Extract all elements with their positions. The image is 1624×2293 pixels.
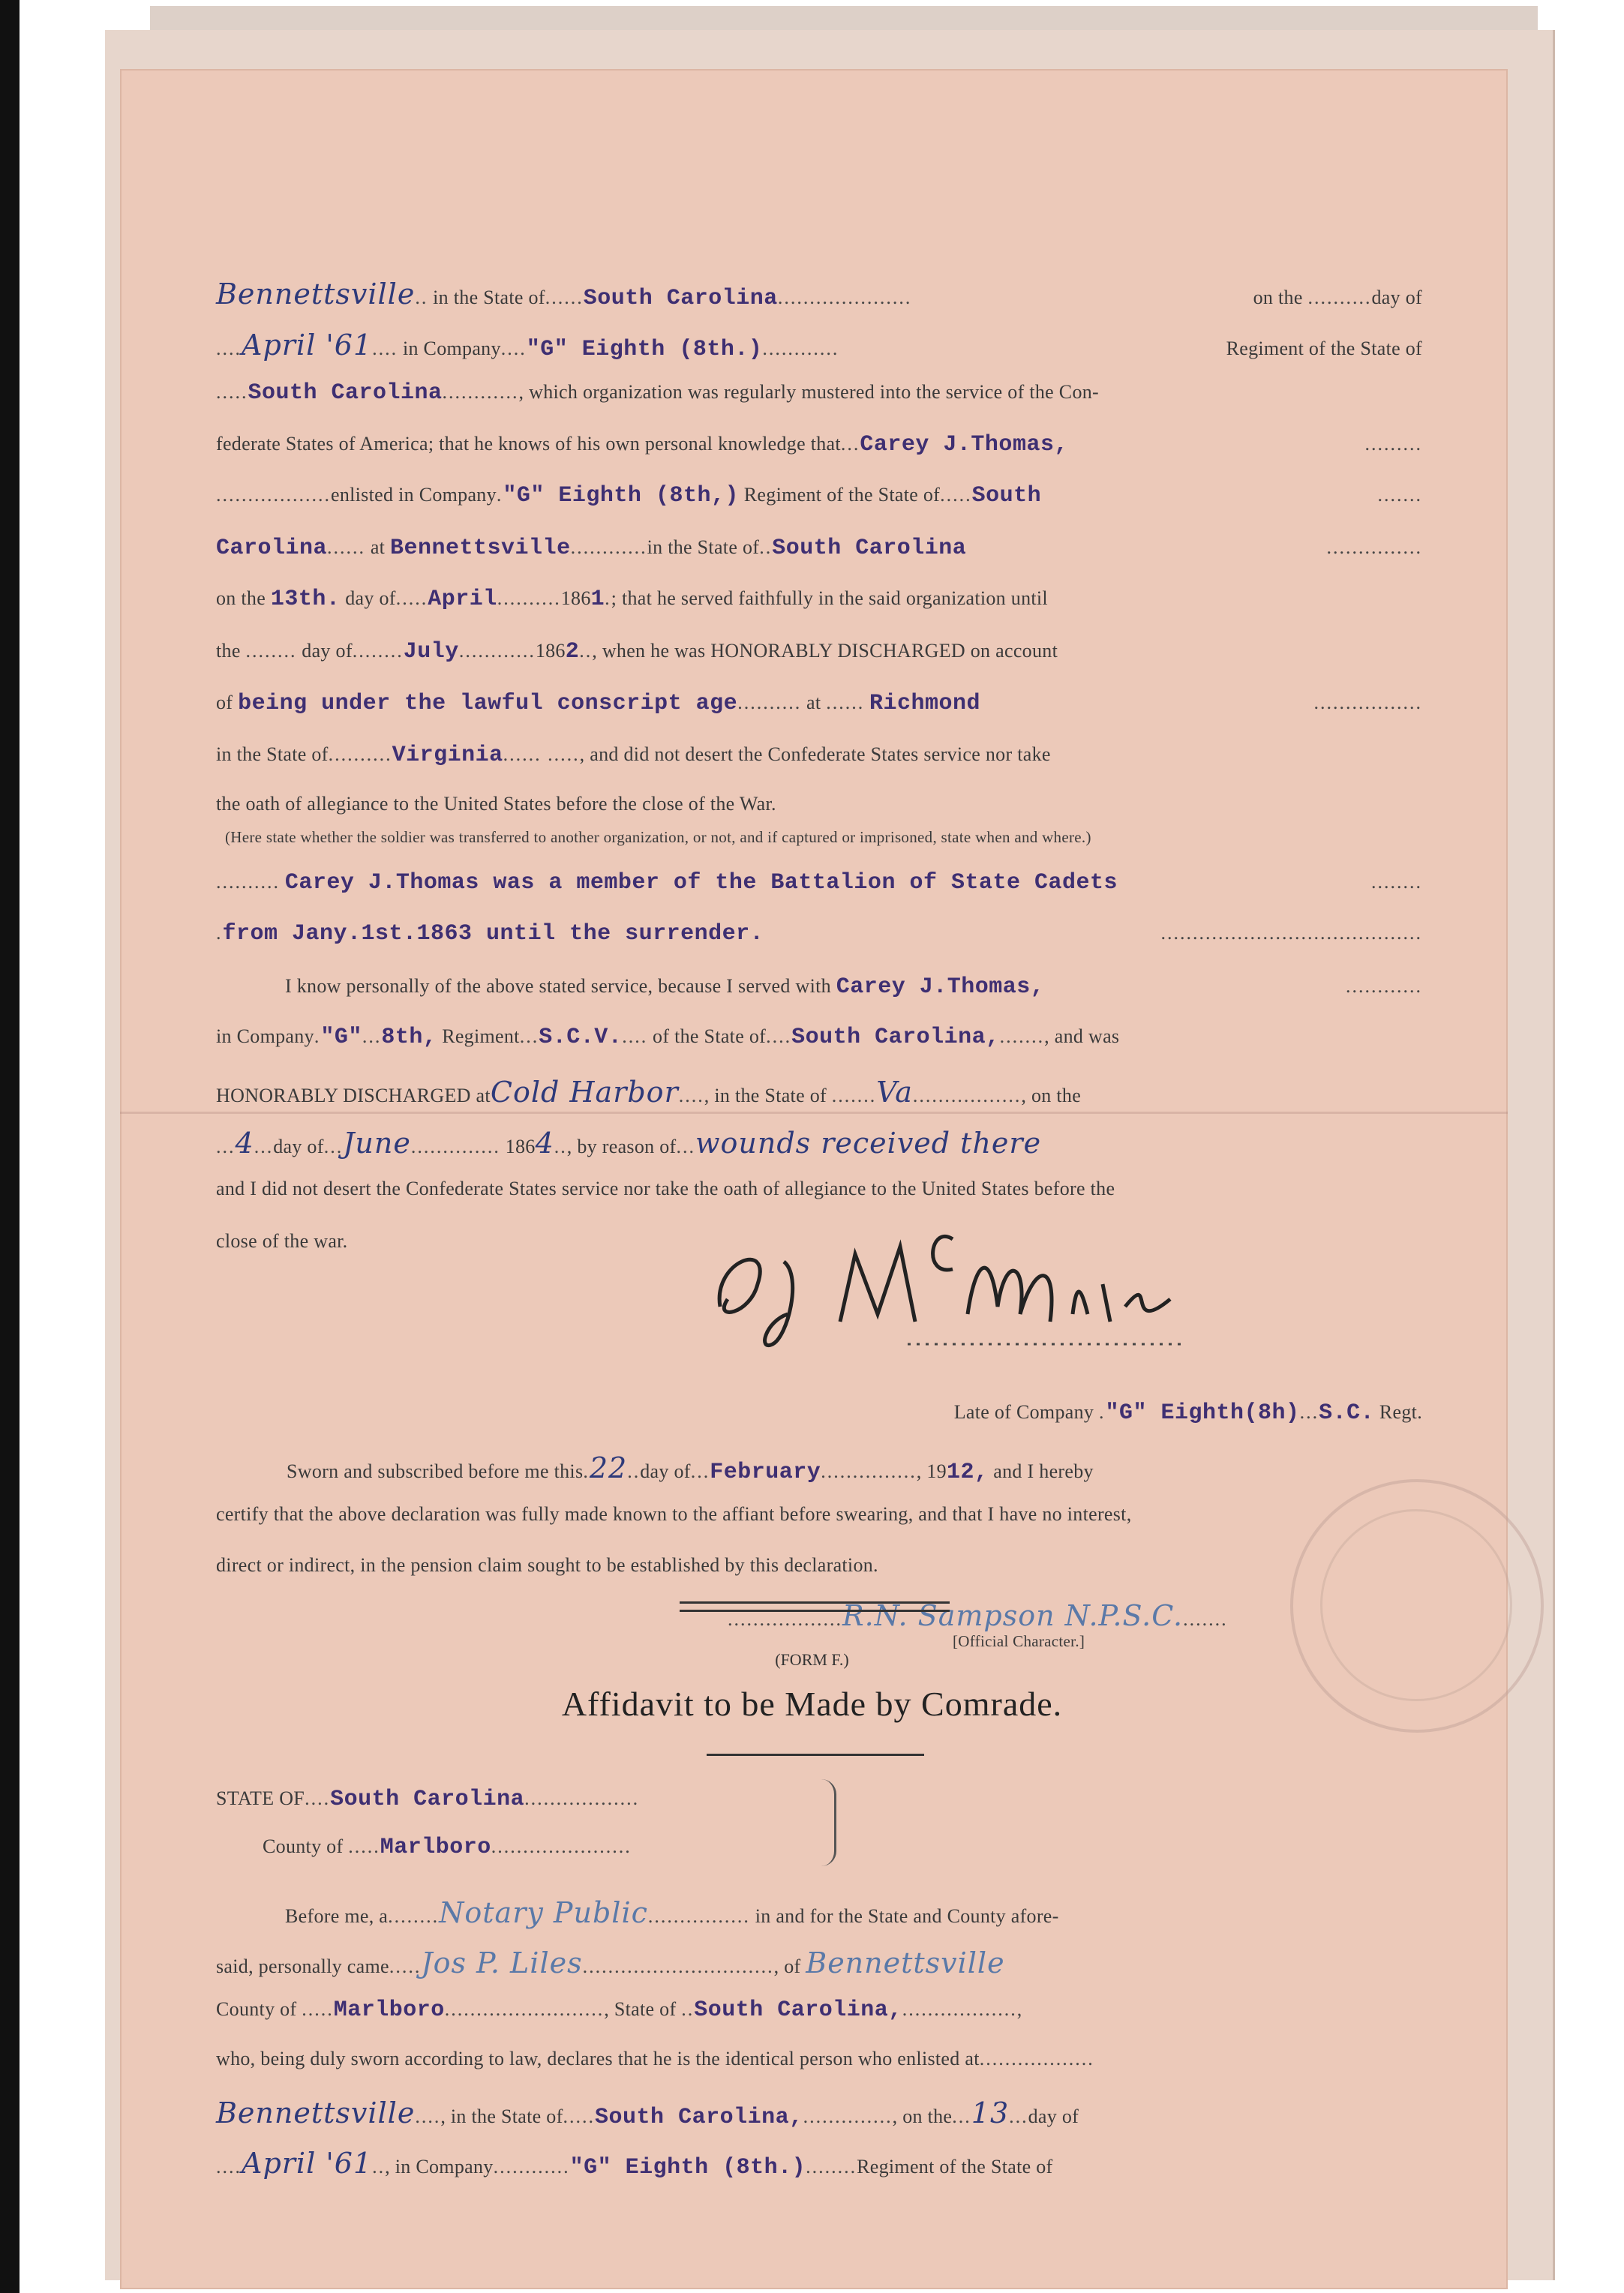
line-15: I know personally of the above stated service, because I served with Carey J.Thomas, ............	[285, 974, 1422, 1000]
text: Regt.	[1379, 1401, 1422, 1423]
line-5: ..................enlisted in Company."G" Eighth (8th,) Regiment of the State of.....South .......	[216, 483, 1422, 509]
typed-remark: Carey J.Thomas was a member of the Battalion of State Cadets	[284, 870, 1118, 896]
line-25: ..................R.N. Sampson N.P.S.C........	[728, 1599, 1228, 1632]
form-line-3: County of .....Marlboro........................., State of ..South Carolina,..................,	[216, 1997, 1024, 2023]
text: 186	[560, 587, 591, 609]
text: I know personally of the above stated service, because I served with	[285, 975, 831, 997]
typed-name: Carey J.Thomas,	[860, 432, 1068, 458]
line-3: .....South Carolina............, which organization was regularly mustered into the service of the Con-	[216, 380, 1100, 406]
typed-remark: from Jany.1st.1863 until the surrender.	[222, 921, 764, 947]
typed-state: South Carolina	[248, 380, 443, 406]
typed-state: S.C.	[1319, 1400, 1375, 1426]
line-13: .......... Carey J.Thomas was a member of the Battalion of State Cadets ........	[216, 870, 1422, 896]
text: , when he was HONORABLY DISCHARGED on account	[592, 640, 1058, 662]
form-title: Affidavit to be Made by Comrade.	[561, 1685, 1063, 1723]
text: of	[216, 692, 233, 713]
typed-town: Bennettsville	[390, 536, 571, 561]
text: , in the State of	[440, 2105, 563, 2127]
form-line-1: Before me, a........Notary Public................ in and for the State and County afore-	[285, 1896, 1059, 1929]
line-23	[216, 1503, 1422, 1526]
state-label: STATE OF	[216, 1787, 305, 1809]
text: , on the	[1021, 1085, 1082, 1106]
text: , and was	[1044, 1025, 1120, 1047]
text: , of	[773, 1955, 801, 1977]
line-7: on the 13th. day of.....April..........1861.; that he served faithfully in the said organization until	[216, 587, 1048, 612]
text: , which organization was regularly mustered into the service of the Con-	[518, 381, 1100, 403]
text: Sworn and subscribed before me this	[287, 1460, 584, 1482]
text: , in Company	[385, 2156, 494, 2177]
text: day of	[345, 587, 396, 609]
typed-month: February	[710, 1460, 821, 1485]
text: in the State of	[647, 536, 760, 558]
line-26	[953, 1629, 1253, 1652]
typed-state: South Carolina,	[791, 1025, 1000, 1050]
line-16: in Company."G"...8th, Regiment...S.C.V..... of the State of....South Carolina,......., and was	[216, 1025, 1120, 1050]
typed-company: "G" Eighth (8th.)	[526, 337, 763, 362]
county-label: County of	[263, 1835, 344, 1857]
typed-month: April	[428, 587, 497, 612]
line-22: Sworn and subscribed before me this.22..day of...February..............., 1912, and I hereby	[287, 1451, 1094, 1485]
typed-day: 13th.	[270, 587, 341, 612]
signature-mcinnis	[705, 1194, 1230, 1382]
handwritten-comrade: Jos P. Liles	[421, 1946, 583, 1979]
line-24	[216, 1554, 1422, 1577]
fold-line	[120, 1112, 1508, 1114]
title-rule	[707, 1754, 924, 1756]
text: Late of Company	[953, 1401, 1094, 1423]
text: day of	[640, 1460, 691, 1482]
line-12-instruction	[225, 825, 1431, 848]
typed-place: Richmond	[869, 691, 981, 716]
line-10: in the State of..........Virginia...... ....., and did not desert the Confederate States service nor take	[216, 743, 1051, 768]
text: 186	[505, 1136, 536, 1157]
typed-state: South Carolina	[583, 286, 778, 311]
handwritten-place: Cold Harbor	[490, 1076, 679, 1109]
form-label: (FORM F.)	[775, 1650, 849, 1669]
handwritten-date: April '61	[242, 329, 373, 362]
text: Regiment of the State of	[743, 484, 941, 506]
county-of-line: County of .....Marlboro......................	[263, 1835, 632, 1860]
text: day of	[273, 1136, 324, 1157]
text: on the	[216, 587, 266, 609]
typed-name: Carey J.Thomas,	[836, 974, 1045, 1000]
text: , on the	[892, 2105, 953, 2127]
typed-county: Marlboro	[380, 1835, 491, 1860]
typed-company: "G" Eighth(8h)	[1105, 1400, 1300, 1426]
text: in the State of	[216, 743, 329, 765]
text: day of	[1028, 2105, 1079, 2127]
text: and I did not desert the Confederate States service nor take the oath of allegiance to the United States before the	[216, 1178, 1115, 1199]
handwritten-year: 4	[535, 1127, 554, 1160]
handwritten-town: Bennettsville	[806, 1946, 1005, 1979]
text: certify that the above declaration was fully made known to the affiant before swearing, and that I have no interest,	[216, 1503, 1132, 1525]
typed-reason: being under the lawful conscript age	[238, 691, 738, 716]
line-4: federate States of America; that he knows of his own personal knowledge that...Carey J.Thomas, .........	[216, 432, 1422, 458]
official-character-label: [Official Character.]	[953, 1632, 1085, 1650]
text: ; that he served faithfully in the said organization until	[611, 587, 1048, 609]
text: Regiment of the State of	[857, 2156, 1053, 2177]
typed-state: South Carolina	[772, 536, 967, 561]
typed-company: "G" Eighth (8th.)	[569, 2155, 806, 2180]
form-line-4: who, being duly sworn according to law, declares that he is the identical person who enlisted at..................	[216, 2048, 1094, 2069]
handwritten-day: 13	[971, 2096, 1010, 2129]
text: , 19	[916, 1460, 947, 1482]
text: and I hereby	[993, 1460, 1094, 1482]
state-of-line: STATE OF....South Carolina..................	[216, 1787, 640, 1812]
text: said, personally came	[216, 1955, 389, 1977]
typed-state: Virginia	[392, 743, 503, 768]
text: , and did not desert the Confederate States service nor take	[579, 743, 1051, 765]
typed-county: Marlboro	[333, 1997, 445, 2023]
text: at	[370, 536, 386, 558]
line-1: Bennettsville.. in the State of......South Carolina..................... on the ..........day of	[216, 278, 1422, 311]
brace	[818, 1779, 836, 1866]
text: day of	[302, 640, 353, 662]
line-8: the ........ day of........July............1862.., when he was HONORABLY DISCHARGED on account	[216, 639, 1058, 665]
text: the oath of allegiance to the United States before the close of the War.	[216, 793, 776, 815]
text: Before me, a	[285, 1905, 389, 1927]
text: direct or indirect, in the pension claim sought to be established by this declaration.	[216, 1554, 878, 1576]
typed-regiment: 8th,	[381, 1025, 437, 1050]
typed-month: July	[403, 639, 459, 665]
line-9: of being under the lawful conscript age.......... at ...... Richmond .................	[216, 691, 1422, 716]
text: , in the State of	[704, 1085, 827, 1106]
text: on the	[1253, 287, 1303, 308]
handwritten-town: Bennettsville	[216, 2096, 416, 2129]
text: Regiment of the State of	[1226, 338, 1422, 359]
text: who, being duly sworn according to law, declares that he is the identical person who enlisted at	[216, 2048, 980, 2069]
text: in the State of	[433, 287, 545, 308]
text: day of	[1371, 287, 1422, 308]
notary-seal-inner	[1320, 1509, 1512, 1701]
form-line-6: ....April '61.., in Company............"G" Eighth (8th.)........Regiment of the State of	[216, 2147, 1053, 2180]
handwritten-day: 22	[589, 1451, 628, 1484]
handwritten-reason: wounds received there	[695, 1127, 1042, 1160]
line-18: ...4...day of...June.............. 1864.., by reason of...wounds received there	[216, 1127, 1042, 1160]
text: in Company	[402, 338, 501, 359]
text: County of	[216, 1998, 297, 2020]
double-rule	[680, 1601, 950, 1612]
typed-unit: S.C.V.	[539, 1025, 623, 1050]
text: in and for the State and County afore-	[755, 1905, 1059, 1927]
text: at	[806, 692, 821, 713]
text: HONORABLY DISCHARGED at	[216, 1085, 491, 1106]
text: Regiment	[442, 1025, 520, 1047]
instruction-text: (Here state whether the soldier was transferred to another organization, or not, and if captured or imprisoned, state when and where.)	[225, 828, 1091, 846]
handwritten-state: Va	[876, 1076, 913, 1109]
handwritten-day: 4	[235, 1127, 254, 1160]
line-6: Carolina...... at Bennettsville............in the State of..South Carolina ...............	[216, 536, 1422, 561]
typed-state: South Carolina,	[595, 2105, 803, 2130]
handwritten-official: Notary Public	[439, 1896, 648, 1929]
typed-company: "G" Eighth (8th,)	[503, 483, 739, 509]
form-line-5: Bennettsville...., in the State of.....South Carolina,.............., on the...13...day of	[216, 2096, 1079, 2130]
typed-state: South	[971, 483, 1042, 509]
text: 186	[535, 640, 566, 662]
text: close of the war.	[216, 1230, 348, 1252]
line-14: .from Jany.1st.1863 until the surrender. .........................................	[216, 921, 1422, 947]
typed-year: 1	[590, 587, 605, 612]
line-11	[216, 793, 1422, 815]
typed-state: South Carolina,	[694, 1997, 902, 2023]
typed-state: South Carolina	[330, 1787, 525, 1812]
line-21: Late of Company ."G" Eighth(8h)...S.C. Regt.	[953, 1400, 1422, 1426]
scan-edge	[0, 0, 20, 2293]
line-17: HONORABLY DISCHARGED atCold Harbor...., in the State of .......Va................., on the	[216, 1076, 1082, 1109]
form-line-2: said, personally came.....Jos P. Liles.............................., of Bennettsville	[216, 1946, 1005, 1979]
handwritten-town: Bennettsville	[216, 278, 416, 311]
typed-year: 12,	[946, 1460, 989, 1485]
typed-state: Carolina	[216, 536, 328, 561]
text: , by reason of	[566, 1136, 677, 1157]
line-2: ....April '61.... in Company...."G" Eighth (8th.)............ Regiment of the State of	[216, 329, 1422, 362]
text: the	[216, 640, 241, 662]
handwritten-month: June	[343, 1127, 411, 1160]
text: , State of	[604, 1998, 677, 2020]
notary-signature: R.N. Sampson N.P.S.C.	[842, 1599, 1184, 1632]
text: of the State of	[653, 1025, 767, 1047]
text: federate States of America; that he knows of his own personal knowledge that	[216, 433, 841, 455]
handwritten-date: April '61	[242, 2147, 373, 2180]
typed-year: 2	[565, 639, 580, 665]
text: in Company	[216, 1025, 314, 1047]
typed-company: "G"	[320, 1025, 362, 1050]
text: enlisted in Company	[331, 484, 497, 506]
